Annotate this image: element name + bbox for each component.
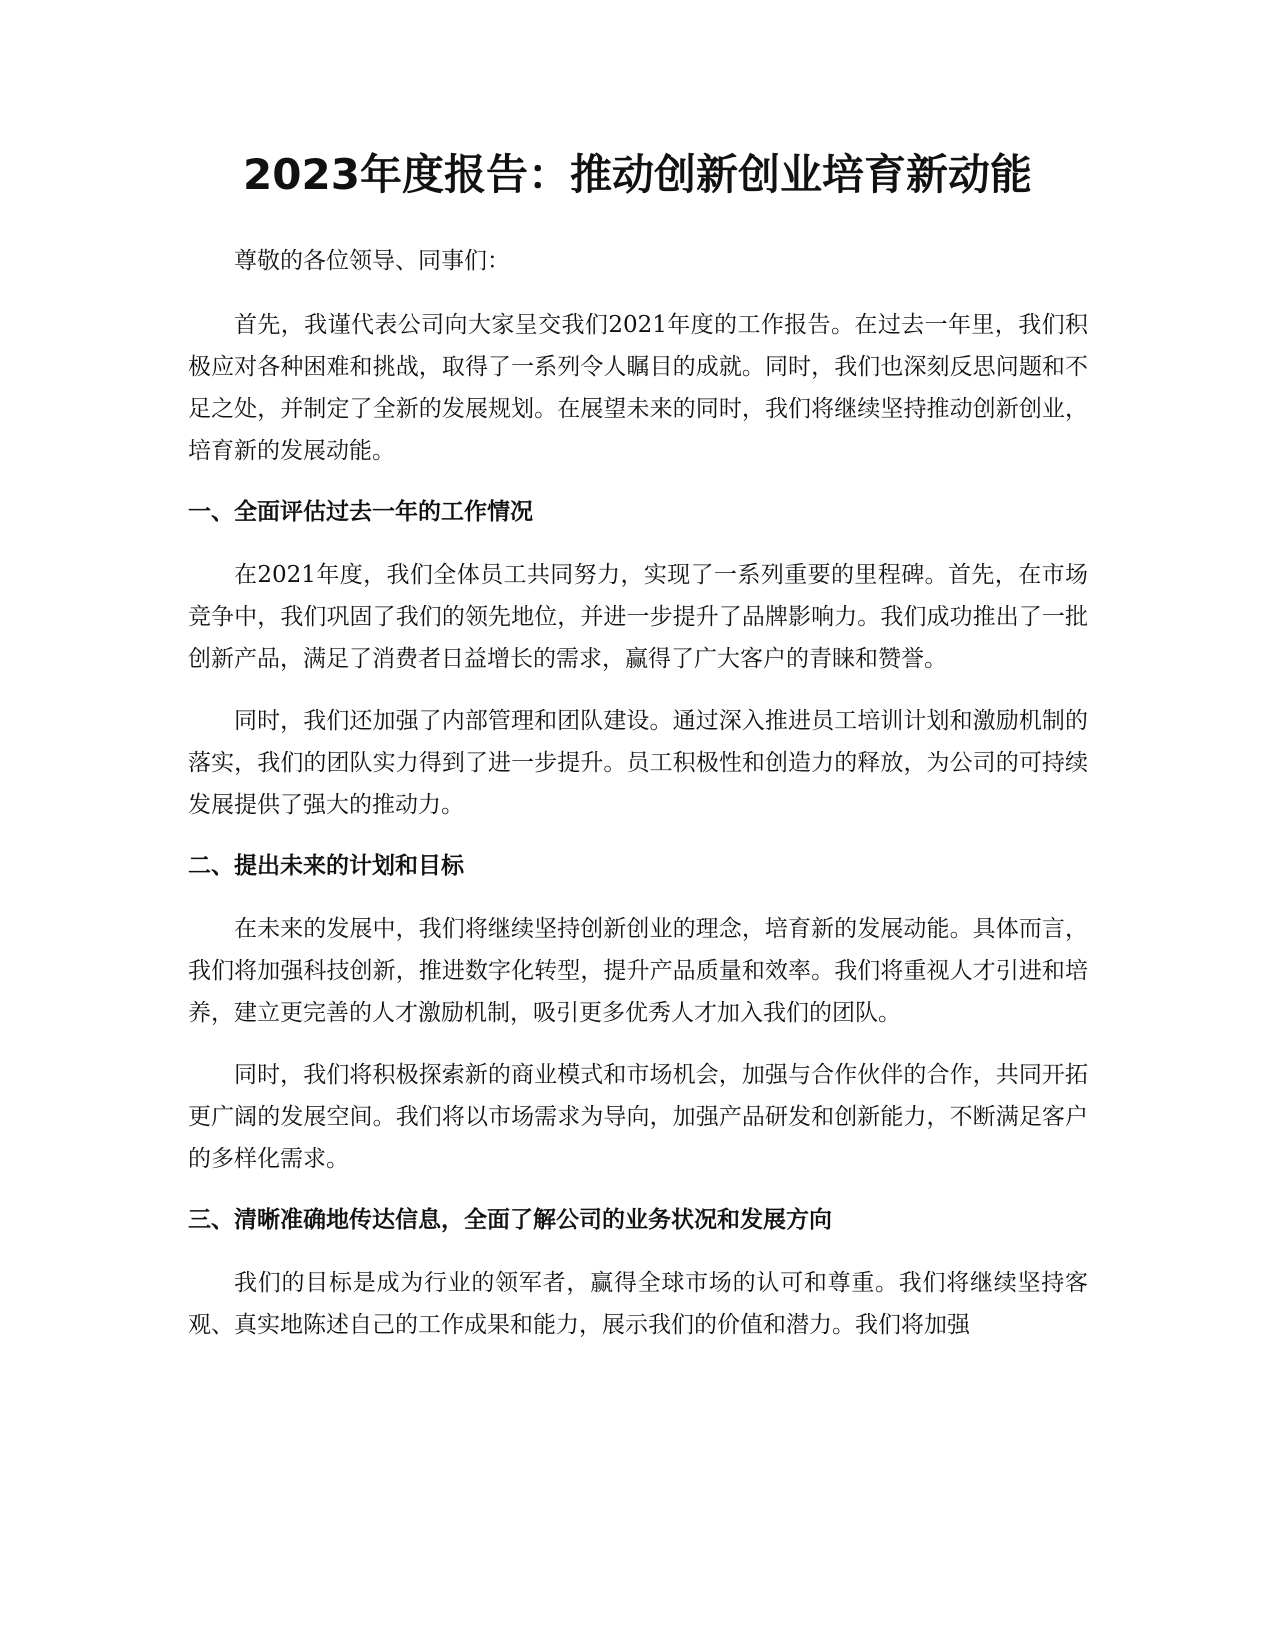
salutation: 尊敬的各位领导、同事们： xyxy=(234,248,510,274)
section-1-paragraph-2: 同时，我们还加强了内部管理和团队建设。通过深入推进员工培训计划和激励机制的落实，我们的团队实力得到了进一步提升。员工积极性和创造力的释放，为公司的可持续发展提供了强大的推动力。 xyxy=(188,708,1088,818)
document-title: 2023年度报告：推动创新创业培育新动能 xyxy=(243,150,1032,199)
section-heading-2: 二、提出未来的计划和目标 xyxy=(188,853,464,879)
intro-paragraph: 首先，我谨代表公司向大家呈交我们2021年度的工作报告。在过去一年里，我们积极应对各种困难和挑战，取得了一系列令人瞩目的成就。同时，我们也深刻反思问题和不足之处，并制定了全新的发展规划。在展望未来的同时，我们将继续坚持推动创新创业，培育新的发展动能。 xyxy=(188,312,1088,464)
document-body xyxy=(188,240,1088,1366)
section-2-paragraph-2: 同时，我们将积极探索新的商业模式和市场机会，加强与合作伙伴的合作，共同开拓更广阔的发展空间。我们将以市场需求为导向，加强产品研发和创新能力，不断满足客户的多样化需求。 xyxy=(188,1062,1088,1172)
section-heading-3: 三、清晰准确地传达信息，全面了解公司的业务状况和发展方向 xyxy=(188,1207,832,1233)
section-3-paragraph-1: 我们的目标是成为行业的领军者，赢得全球市场的认可和尊重。我们将继续坚持客观、真实地陈述自己的工作成果和能力，展示我们的价值和潜力。我们将加强 xyxy=(188,1270,1088,1338)
section-2-paragraph-1: 在未来的发展中，我们将继续坚持创新创业的理念，培育新的发展动能。具体而言，我们将加强科技创新，推进数字化转型，提升产品质量和效率。我们将重视人才引进和培养，建立更完善的人才激励机制，吸引更多优秀人才加入我们的团队。 xyxy=(188,916,1088,1026)
section-heading-1: 一、全面评估过去一年的工作情况 xyxy=(188,499,533,525)
section-1-paragraph-1: 在2021年度，我们全体员工共同努力，实现了一系列重要的里程碑。首先，在市场竞争中，我们巩固了我们的领先地位，并进一步提升了品牌影响力。我们成功推出了一批创新产品，满足了消费者日益增长的需求，赢得了广大客户的青睐和赞誉。 xyxy=(188,562,1088,672)
